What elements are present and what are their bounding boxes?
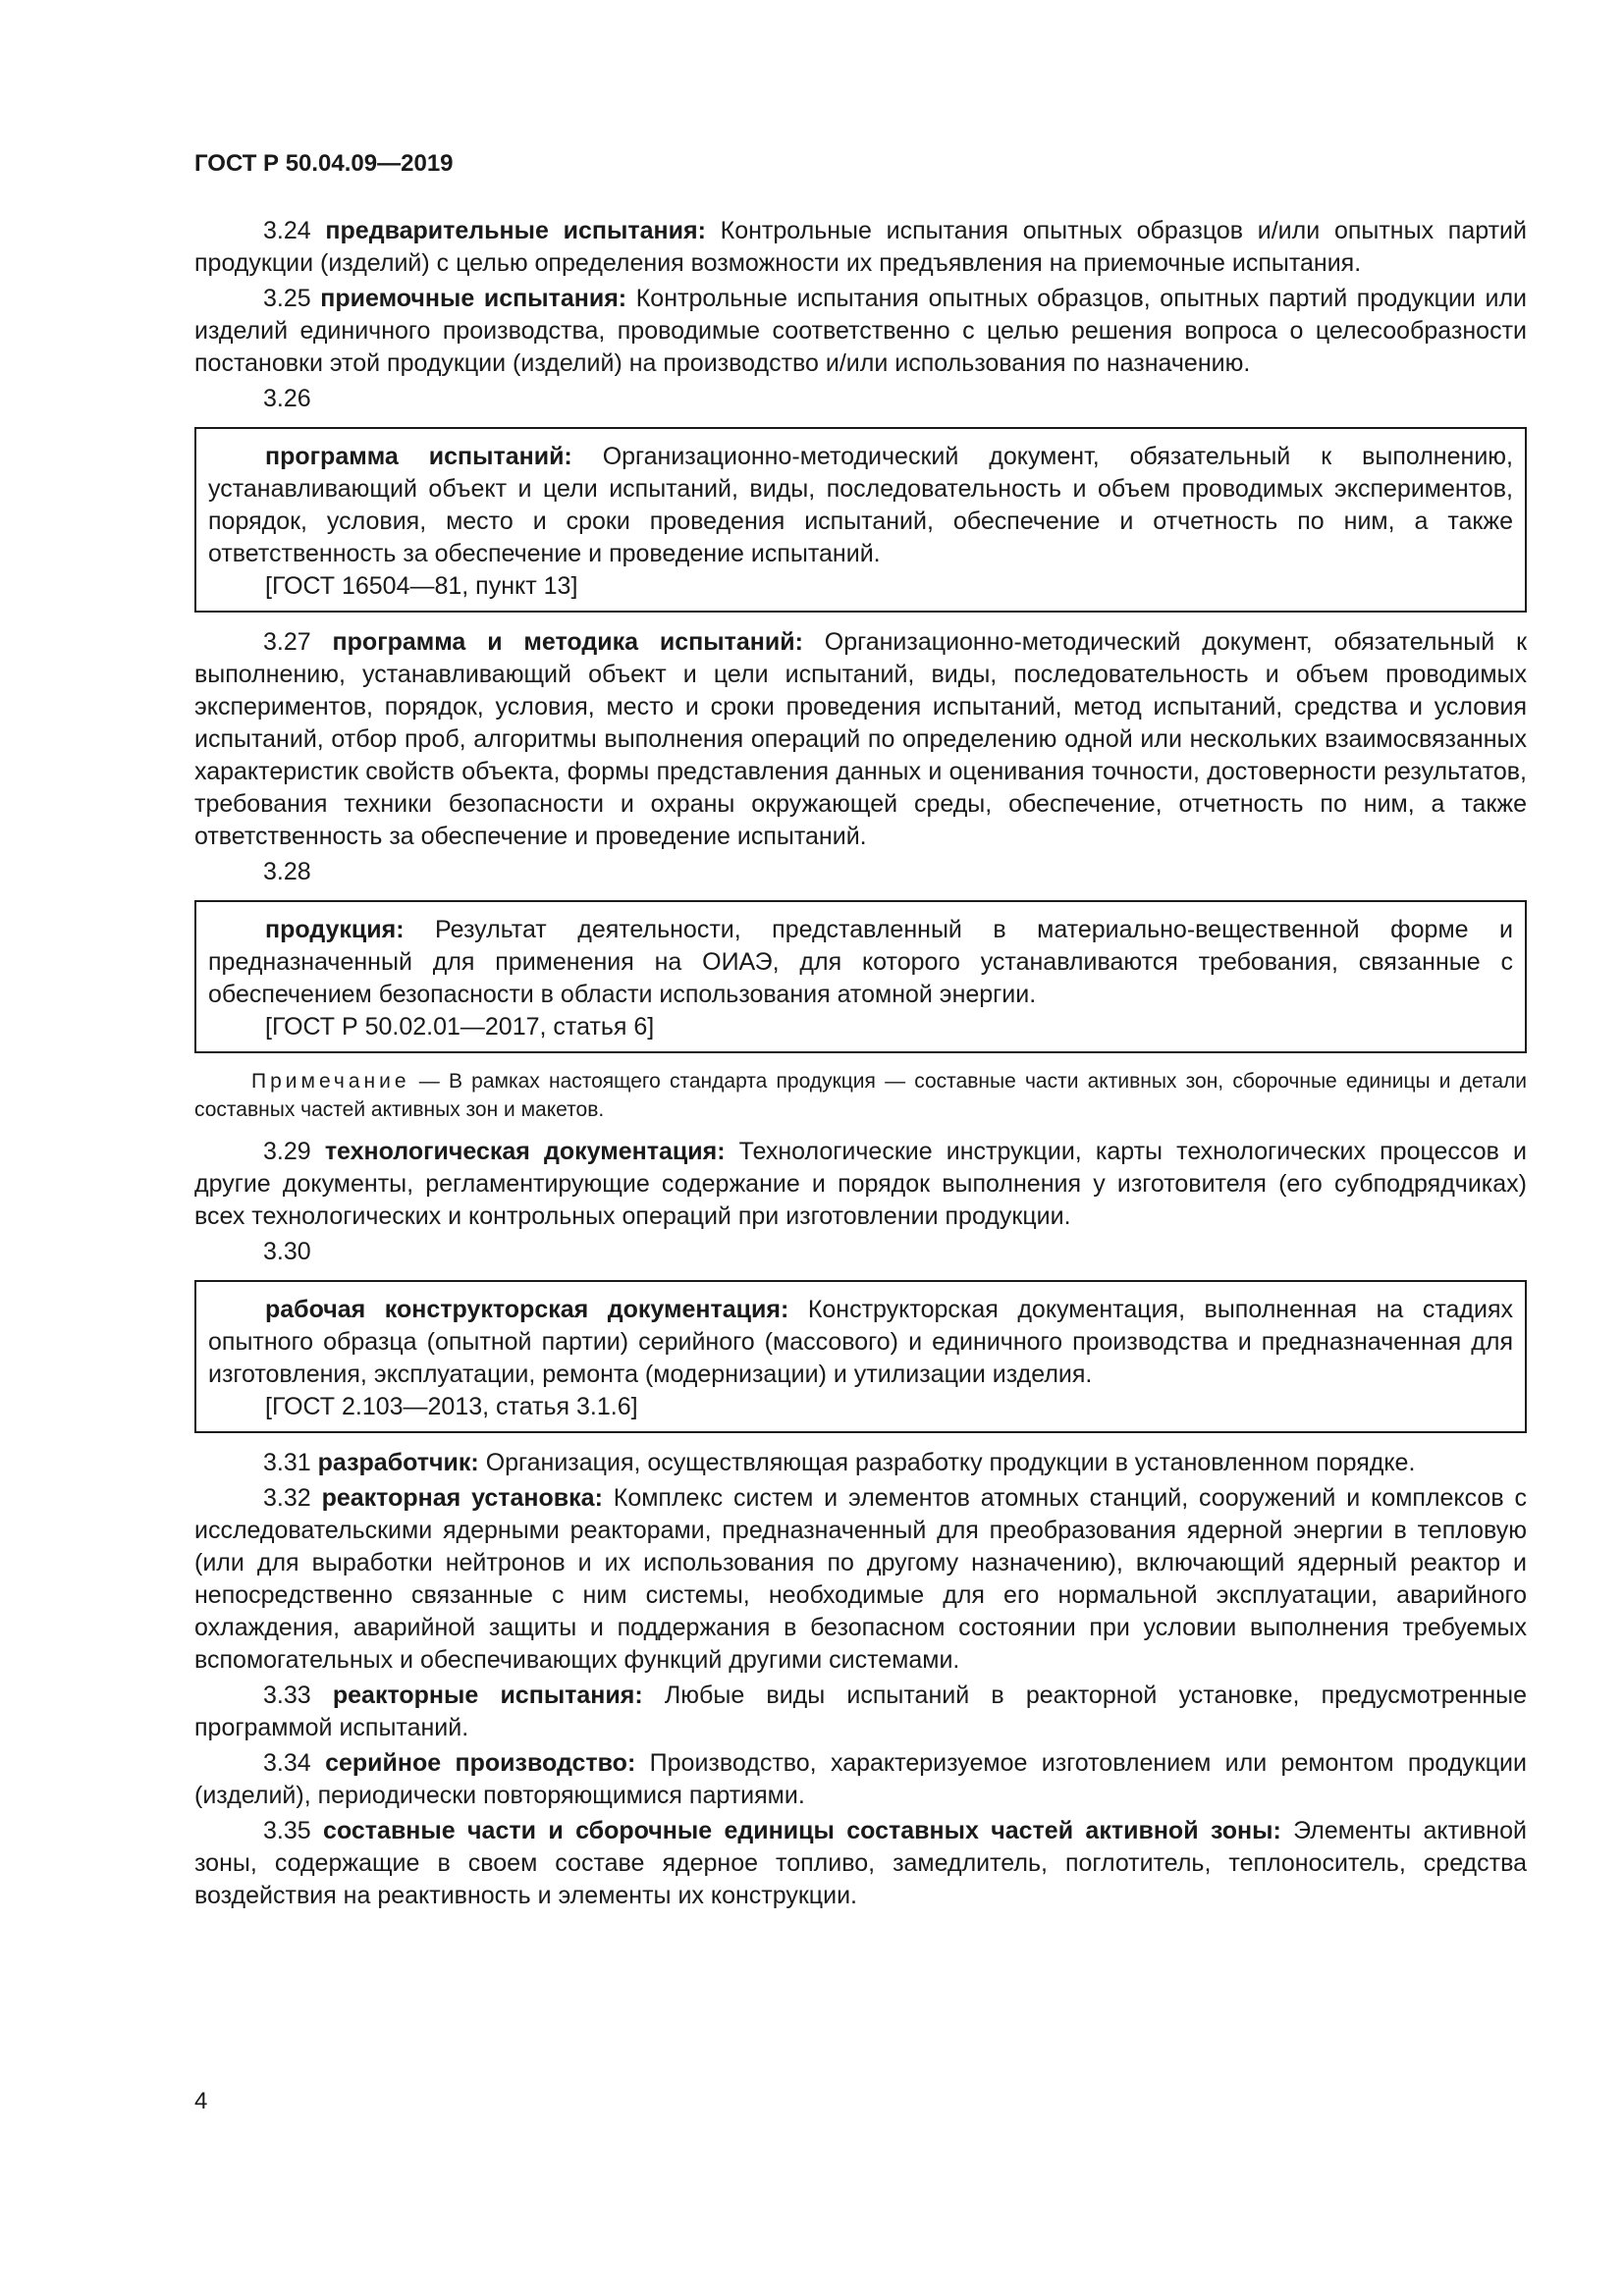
page-number: 4	[194, 2088, 208, 2114]
term-3-29	[194, 1136, 1527, 1233]
note-text: — В рамках настоящего стандарта продукция — составные части активных зон, сборочные единицы и детали составных частей активных зон и макетов.	[194, 1070, 1527, 1121]
term-3-24	[194, 215, 1527, 280]
document-page	[194, 147, 1527, 1912]
term-3-31	[194, 1447, 1527, 1479]
term-definition: Производство, характеризуемое изготовлением или ремонтом продукции (изделий), периодически повторяющимися партиями.	[194, 1749, 1527, 1809]
term-3-30-box	[194, 1280, 1527, 1433]
term-definition: Элементы активной зоны, содержащие в своем составе ядерное топливо, замедлитель, поглотитель, теплоноситель, средства воздействия на реактивность и элементы их конструкции.	[194, 1817, 1527, 1909]
term-3-26-number: 3.26	[263, 385, 311, 412]
term-definition: Контрольные испытания опытных образцов, опытных партий продукции или изделий единичного производства, проводимые соответственно с целью решения вопроса о целесообразности постановки этой продукции (изделий) на производство и/или использования по назначению.	[194, 285, 1527, 377]
term-3-33	[194, 1680, 1527, 1744]
term-3-25	[194, 283, 1527, 380]
term-definition: Технологические инструкции, карты технологических процессов и другие документы, регламентирующие содержание и порядок выполнения у изготовителя (его субподрядчиках) всех технологических и контрольных операций при изготовлении продукции.	[194, 1138, 1527, 1230]
term-3-32	[194, 1482, 1527, 1677]
term-3-26	[208, 441, 1513, 570]
term-definition: Комплекс систем и элементов атомных станций, сооружений и комплексов с исследовательскими ядерными реакторами, предназначенный для преобразования ядерной энергии в тепловую (или для выработки нейтронов и их использования по другому назначению), включающий ядерный реактор и непосредственно связанные с ним системы, необходимые для его нормальной эксплуатации, аварийного охлаждения, аварийной защиты и поддержания в безопасном состоянии при условии выполнения требуемых вспомогательных и обеспечивающих функций другими системами.	[194, 1484, 1527, 1674]
term-number: 3.35	[263, 1817, 311, 1844]
term-number: 3.24	[263, 217, 311, 244]
term-3-28-box	[194, 900, 1527, 1053]
term-title: реакторные испытания:	[332, 1682, 643, 1709]
note	[194, 1067, 1527, 1124]
term-title: рабочая конструкторская документация:	[265, 1296, 789, 1323]
term-3-27	[194, 626, 1527, 853]
term-3-28	[208, 914, 1513, 1011]
term-title: разработчик:	[317, 1449, 479, 1476]
term-source: [ГОСТ Р 50.02.01—2017, статья 6]	[265, 1013, 655, 1041]
term-number: 3.34	[263, 1749, 311, 1777]
term-title: составные части и сборочные единицы составных частей активной зоны:	[323, 1817, 1281, 1844]
term-title: программа испытаний:	[265, 443, 572, 470]
term-title: программа и методика испытаний:	[332, 628, 803, 656]
term-definition: Организационно-методический документ, обязательный к выполнению, устанавливающий объект и цели испытаний, виды, последовательность и объем проводимых экспериментов, порядок, условия, место и сроки проведения испытаний, метод испытаний, средства и условия испытаний, отбор проб, алгоритмы выполнения операций по определению одной или нескольких взаимосвязанных характеристик свойств объекта, формы представления данных и оценивания точности, достоверности результатов, требования техники безопасности и охраны окружающей среды, обеспечение, отчетность по ним, а также ответственность за обеспечение и проведение испытаний.	[194, 628, 1528, 850]
term-definition: Организация, осуществляющая разработку продукции в установленном порядке.	[478, 1449, 1416, 1476]
term-source: [ГОСТ 2.103—2013, статья 3.1.6]	[265, 1393, 638, 1420]
term-number: 3.32	[263, 1484, 311, 1512]
term-title: предварительные испытания:	[325, 217, 706, 244]
term-definition: Любые виды испытаний в реакторной установке, предусмотренные программой испытаний.	[194, 1682, 1527, 1741]
term-3-30	[208, 1294, 1513, 1391]
term-definition: Результат деятельности, представленный в материально-вещественной форме и предназначенный для применения на ОИАЭ, для которого устанавливаются требования, связанные с обеспечением безопасности в области использования атомной энергии.	[208, 916, 1513, 1008]
term-title: серийное производство:	[325, 1749, 636, 1777]
term-definition: Организационно-методический документ, обязательный к выполнению, устанавливающий объект и цели испытаний, виды, последовательность и объем проводимых экспериментов, порядок, условия, место и сроки проведения испытаний, обеспечение и отчетность по ним, а также ответственность за обеспечение и проведение испытаний.	[208, 443, 1513, 567]
document-header: ГОСТ Р 50.04.09—2019	[194, 150, 454, 177]
term-title: реакторная установка:	[321, 1484, 603, 1512]
term-title: продукция:	[265, 916, 405, 943]
term-3-35	[194, 1815, 1527, 1912]
note-label: Примечание	[251, 1070, 410, 1093]
term-3-34	[194, 1747, 1527, 1812]
term-number: 3.25	[263, 285, 311, 312]
term-definition: Конструкторская документация, выполненная на стадиях опытного образца (опытной партии) серийного (массового) и единичного производства и предназначенная для изготовления, эксплуатации, ремонта (модернизации) и утилизации изделия.	[208, 1296, 1513, 1388]
term-definition: Контрольные испытания опытных образцов и/или опытных партий продукции (изделий) с целью определения возможности их предъявления на приемочные испытания.	[194, 217, 1527, 277]
term-3-30-number: 3.30	[263, 1238, 311, 1265]
term-source: [ГОСТ 16504—81, пункт 13]	[265, 572, 578, 600]
term-number: 3.29	[263, 1138, 311, 1165]
term-number: 3.27	[263, 628, 311, 656]
term-3-26-box	[194, 427, 1527, 613]
term-title: приемочные испытания:	[320, 285, 627, 312]
term-number: 3.31	[263, 1449, 311, 1476]
term-title: технологическая документация:	[324, 1138, 726, 1165]
term-3-28-number: 3.28	[263, 858, 311, 885]
term-number: 3.33	[263, 1682, 311, 1709]
